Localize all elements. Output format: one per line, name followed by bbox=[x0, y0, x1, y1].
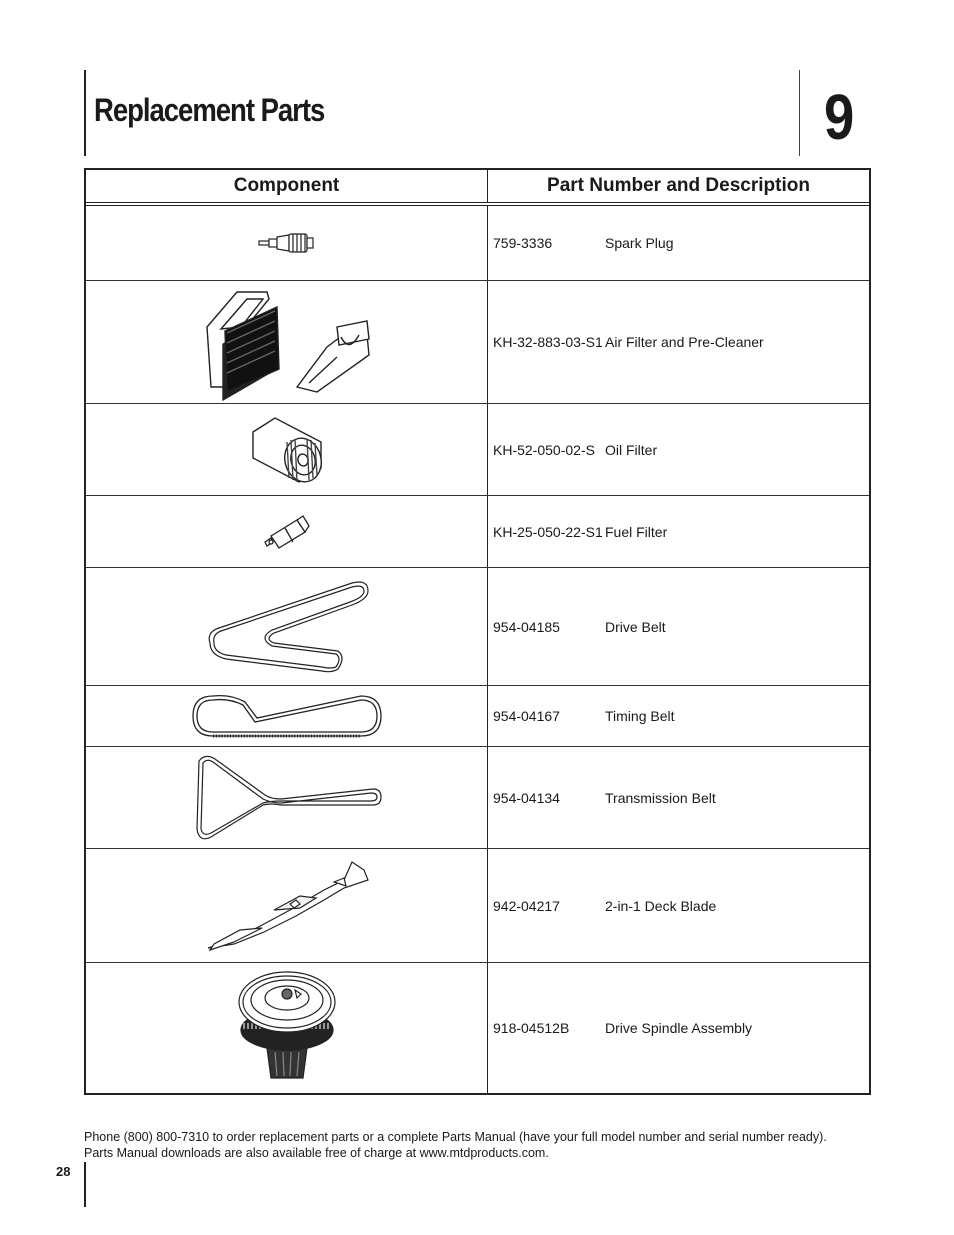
part-description: Transmission Belt bbox=[605, 789, 716, 806]
table-header bbox=[86, 170, 869, 206]
part-number: 942-04217 bbox=[493, 897, 560, 914]
table-row bbox=[86, 206, 869, 281]
component-cell bbox=[86, 686, 488, 746]
title-rule bbox=[84, 70, 86, 156]
fuel-filter-icon bbox=[259, 512, 315, 552]
part-cell bbox=[488, 747, 869, 848]
part-description: Timing Belt bbox=[605, 708, 675, 724]
part-description: Drive Belt bbox=[605, 618, 666, 635]
part-cell bbox=[488, 281, 869, 403]
spark-plug-icon bbox=[257, 228, 317, 258]
table-row bbox=[86, 404, 869, 496]
timing-belt-icon bbox=[191, 692, 383, 740]
part-cell bbox=[488, 404, 869, 495]
transmission-belt-icon bbox=[191, 753, 383, 843]
footer-line-phone: Phone (800) 800-7310 to order replacement parts or a complete Parts Manual (have your full model number and serial number ready). bbox=[84, 1130, 827, 1144]
part-cell bbox=[488, 568, 869, 685]
component-cell bbox=[86, 206, 488, 280]
part-number: 918-04512B bbox=[493, 1020, 570, 1036]
table-row bbox=[86, 747, 869, 849]
footer-line-downloads: Parts Manual downloads are also available free of charge at www.mtdproducts.com. bbox=[84, 1146, 549, 1160]
footer-note bbox=[84, 1129, 827, 1161]
table-row bbox=[86, 963, 869, 1093]
spindle-assembly-icon bbox=[237, 968, 337, 1088]
part-description: Drive Spindle Assembly bbox=[605, 1020, 753, 1036]
column-header-component: Component bbox=[86, 170, 488, 202]
page-number: 28 bbox=[56, 1164, 71, 1179]
component-cell bbox=[86, 404, 488, 495]
air-filter-icon bbox=[197, 287, 377, 397]
part-cell bbox=[488, 686, 869, 746]
part-description: Fuel Filter bbox=[605, 523, 668, 540]
oil-filter-icon bbox=[245, 412, 329, 488]
component-cell bbox=[86, 568, 488, 685]
deck-blade-icon bbox=[204, 858, 370, 954]
part-number: 759-3336 bbox=[493, 235, 553, 251]
component-cell bbox=[86, 747, 488, 848]
component-cell bbox=[86, 496, 488, 567]
part-number: KH-52-050-02-S bbox=[493, 441, 595, 458]
part-number: 954-04167 bbox=[493, 708, 560, 724]
component-cell bbox=[86, 281, 488, 403]
table-row bbox=[86, 686, 869, 747]
table-row bbox=[86, 281, 869, 404]
part-description: Spark Plug bbox=[605, 235, 674, 251]
table-row bbox=[86, 496, 869, 568]
table-row bbox=[86, 849, 869, 963]
table-row bbox=[86, 568, 869, 686]
part-number: KH-25-050-22-S1 bbox=[493, 523, 603, 540]
drive-belt-icon bbox=[202, 577, 372, 677]
part-cell bbox=[488, 963, 869, 1093]
page-rule bbox=[84, 1162, 86, 1207]
part-cell bbox=[488, 496, 869, 567]
part-description: Oil Filter bbox=[605, 441, 658, 458]
part-number: KH-32-883-03-S1 bbox=[493, 334, 603, 350]
part-description: Air Filter and Pre-Cleaner bbox=[605, 334, 764, 350]
component-cell bbox=[86, 849, 488, 962]
chapter-rule bbox=[799, 70, 800, 156]
page-title: Replacement Parts bbox=[94, 92, 325, 128]
part-number: 954-04134 bbox=[493, 789, 560, 806]
part-cell bbox=[488, 849, 869, 962]
part-description: 2-in-1 Deck Blade bbox=[605, 897, 717, 914]
column-header-part: Part Number and Description bbox=[547, 175, 810, 196]
parts-table bbox=[84, 168, 871, 1095]
part-number: 954-04185 bbox=[493, 618, 560, 635]
component-cell bbox=[86, 963, 488, 1093]
chapter-number: 9 bbox=[824, 81, 855, 153]
part-cell bbox=[488, 206, 869, 280]
